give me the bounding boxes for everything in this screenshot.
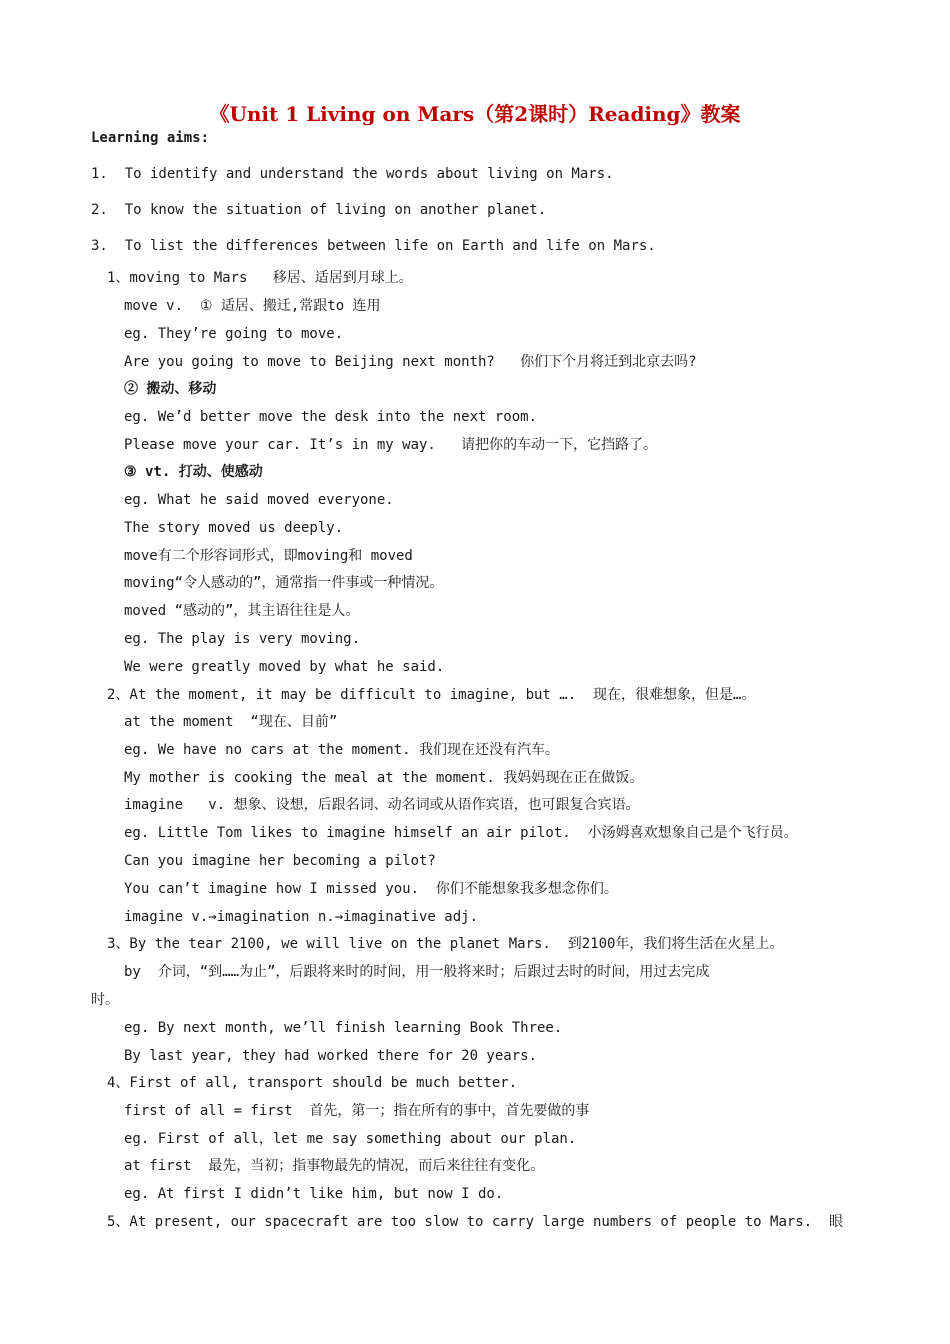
text-line: by 介词，“到……为止”，后跟将来时的时间，用一般将来时；后跟过去时的时间，用过去完成: [124, 964, 710, 980]
text-line: ③ vt. 打动、使感动: [124, 464, 263, 480]
text-line: eg. What he said moved everyone.: [124, 492, 394, 508]
text-line: eg. By next month, we’ll finish learning Book Three.: [124, 1020, 563, 1036]
text-line: Can you imagine her becoming a pilot?: [124, 853, 436, 869]
section-heading: 1、moving to Mars 移居、适居到月球上。: [107, 270, 413, 286]
text-line: The story moved us deeply.: [124, 520, 344, 536]
text-line: moving“令人感动的”，通常指一件事或一种情况。: [124, 575, 444, 591]
section-heading: 3、By the tear 2100, we will live on the planet Mars. 到2100年，我们将生活在火星上。: [107, 936, 784, 952]
text-line: first of all = first 首先，第一；指在所有的事中，首先要做的事: [124, 1103, 590, 1119]
text-line: My mother is cooking the meal at the moment. 我妈妈现在正在做饭。: [124, 770, 644, 786]
text-line: at the moment “现在、目前”: [124, 714, 338, 730]
section-heading: 4、First of all, transport should be much better.: [107, 1075, 518, 1091]
text-line: move v. ① 适居、搬迁,常跟to 连用: [124, 298, 381, 314]
text-line: Are you going to move to Beijing next month? 你们下个月将迁到北京去吗?: [124, 354, 697, 370]
aims-heading: Learning aims:: [91, 130, 210, 146]
aim-item: 3. To list the differences between life on Earth and life on Mars.: [91, 238, 656, 254]
text-line: eg. The play is very moving.: [124, 631, 361, 647]
document-title: 《Unit 1 Living on Mars（第2课时）Reading》教案: [209, 102, 741, 126]
text-line: eg. We’d better move the desk into the next room.: [124, 409, 538, 425]
text-line: eg. We have no cars at the moment. 我们现在还没有汽车。: [124, 742, 560, 758]
text-line: ② 搬动、移动: [124, 381, 217, 397]
text-line: at first 最先，当初；指事物最先的情况，而后来往往有变化。: [124, 1158, 545, 1174]
text-line: 时。: [91, 992, 119, 1008]
text-line: imagine v.→imagination n.→imaginative adj.: [124, 909, 479, 925]
text-line: Please move your car. It’s in my way. 请把你的车动一下，它挡路了。: [124, 437, 658, 453]
text-line: moved “感动的”，其主语往往是人。: [124, 603, 360, 619]
text-line: eg. Little Tom likes to imagine himself an air pilot. 小汤姆喜欢想象自己是个飞行员。: [124, 825, 798, 841]
text-line: imagine v. 想象、设想，后跟名词、动名词或从语作宾语，也可跟复合宾语。: [124, 797, 640, 813]
text-line: You can’t imagine how I missed you. 你们不能想象我多想念你们。: [124, 881, 618, 897]
text-line: By last year, they had worked there for 20 years.: [124, 1048, 538, 1064]
section-heading: 2、At the moment, it may be difficult to imagine, but …. 现在，很难想象，但是…。: [107, 687, 756, 703]
text-line: eg. First of all，let me say something about our plan.: [124, 1131, 577, 1147]
section-heading: 5、At present, our spacecraft are too slow to carry large numbers of people to Mars. 眼: [107, 1214, 844, 1230]
aim-item: 1. To identify and understand the words about living on Mars.: [91, 166, 614, 182]
text-line: We were greatly moved by what he said.: [124, 659, 445, 675]
aim-item: 2. To know the situation of living on another planet.: [91, 202, 547, 218]
text-line: eg. They’re going to move.: [124, 326, 344, 342]
text-line: eg. At first I didn’t like him, but now I do.: [124, 1186, 504, 1202]
text-line: move有二个形容词形式，即moving和 moved: [124, 548, 413, 564]
